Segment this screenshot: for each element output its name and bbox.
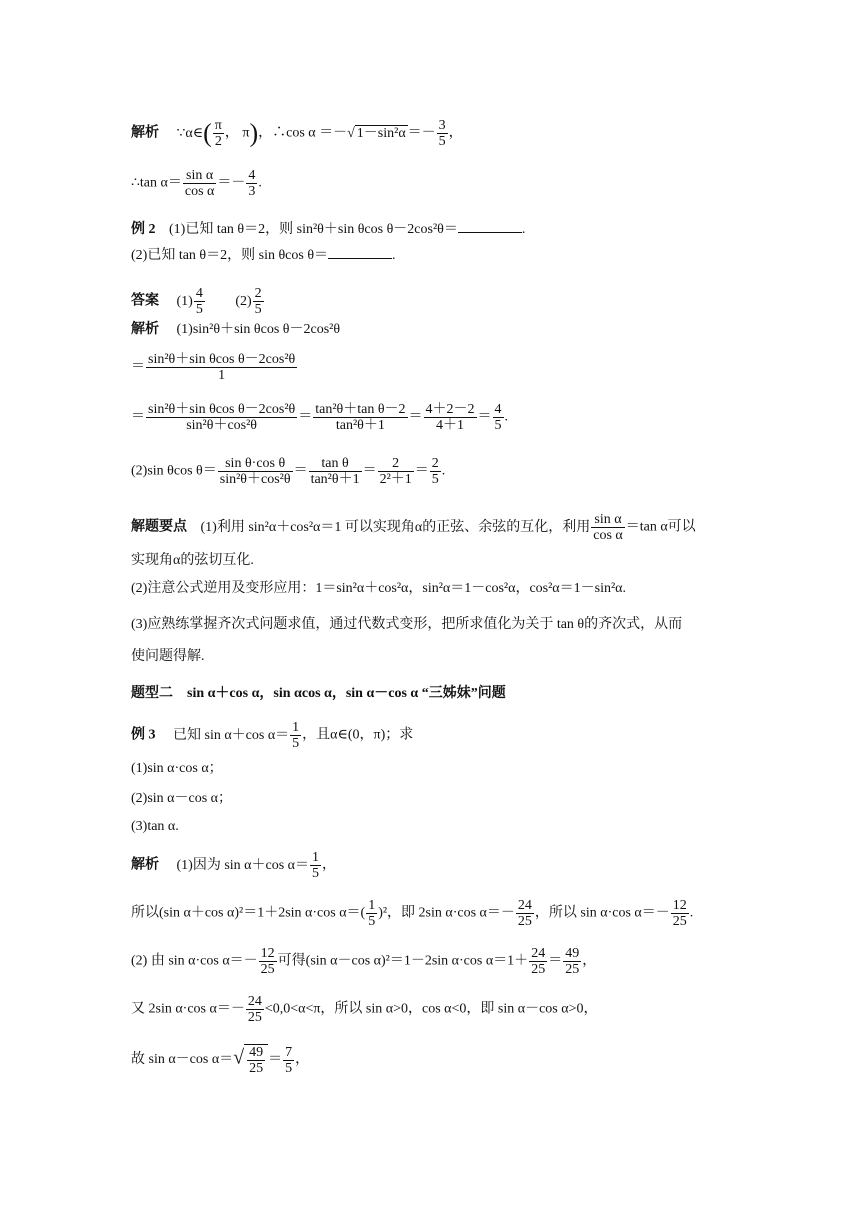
fraction: $\frac{2}{5}$	[431, 456, 439, 487]
example-2-question-1	[131, 220, 525, 239]
solution-line-2	[131, 168, 262, 199]
fraction: $\frac{\text{sin²θ＋sin θcos θ－2cos²θ}}{1}$	[148, 352, 296, 383]
fraction: $\frac{7}{5}$	[285, 1044, 293, 1076]
fraction: $\frac{2}{\text{2²＋1}}$	[379, 456, 412, 487]
body-text: ＝tan α可以	[625, 519, 696, 535]
sqrt-expression: √ $\frac{49}{25}$	[233, 1044, 268, 1076]
solution-2-line-4	[131, 456, 445, 487]
example-3-part-3: (3)tan α.	[131, 819, 179, 834]
punct: .	[521, 222, 526, 237]
math-text: 又 2sin α·cos α＝－	[131, 1001, 245, 1017]
math-text: ，所以 sin α·cos α＝－	[534, 905, 670, 921]
fraction: $\frac{12}{25}$	[260, 946, 275, 977]
question-text: (2)已知 tan θ＝2，则 sin θcos θ＝	[131, 248, 329, 263]
math-text: ＝	[548, 953, 563, 969]
fraction: $\frac{24}{25}$	[531, 946, 546, 977]
math-text: .	[258, 175, 262, 191]
math-text: ∵α∈	[176, 125, 204, 141]
solution-2-line-1	[131, 321, 340, 339]
fraction: $\frac{\text{tan²θ＋tan θ－2}}{\text{tan²θ＋1}}$	[315, 402, 406, 433]
body-text: (3)应熟练掌握齐次式问题求值，通过代数式变形，把所求值化为关于 tan θ的齐次式，从而	[131, 617, 683, 632]
math-text: ＝	[408, 409, 423, 425]
question-text: ，且α∈(0，π)；求	[302, 727, 414, 743]
answer-blank	[458, 220, 522, 233]
fraction: $\frac{1}{5}$	[292, 720, 300, 751]
key-points-line-5	[131, 648, 205, 666]
key-points-label: 解题要点	[131, 519, 187, 535]
bracket-open: (	[203, 118, 212, 148]
math-text: (1)sin²θ＋sin θcos θ－2cos²θ	[176, 322, 341, 337]
question-text: (1)已知 tan θ＝2，则 sin²θ＋sin θcos θ－2cos²θ＝	[169, 222, 458, 237]
body-text: 使问题得解.	[131, 649, 205, 664]
math-text: ，∴cos α ＝－	[258, 125, 348, 141]
solution-line-1	[131, 118, 463, 149]
math-text: ∴tan α＝	[131, 175, 182, 191]
punct: ，	[322, 857, 336, 873]
example-3-part-2: (2)sin α－cos α；	[131, 791, 232, 806]
math-text: (1)因为 sin α＋cos α＝	[176, 857, 309, 873]
punct: .	[392, 248, 396, 263]
sqrt-expression: √ 1－sin²α	[347, 126, 406, 141]
bracket-close: )	[249, 118, 259, 148]
fraction: $\frac{4}{5}$	[494, 402, 502, 433]
fraction: $\frac{1}{5}$	[368, 898, 376, 929]
punct: .	[441, 463, 446, 479]
key-points-line-1	[131, 512, 696, 543]
solution-2-line-2	[131, 352, 298, 383]
part-label: (1)	[176, 293, 193, 309]
fraction: $\frac{4}{3}$	[248, 168, 256, 199]
math-text: 可得(sin α－cos α)²＝1－2sin α·cos α＝1＋	[277, 953, 529, 969]
fraction: $\frac{24}{25}$	[247, 994, 262, 1025]
solution-label: 解析	[131, 322, 159, 337]
solution-3-line-4	[131, 994, 597, 1025]
solution-3-line-5	[131, 1044, 309, 1076]
fraction: $\frac{\text{tan θ}}{\text{tan²θ＋1}}$	[310, 456, 360, 487]
math-text: )²，即 2sin α·cos α＝－	[378, 905, 515, 921]
example-label: 例 2	[131, 222, 156, 237]
key-points-line-3	[131, 580, 626, 598]
answer-blank	[328, 246, 392, 259]
math-text: 故 sin α－cos α＝	[131, 1052, 234, 1068]
fraction: $\frac{2}{5}$	[254, 286, 262, 317]
punct: ，	[295, 1052, 310, 1068]
punct: ，	[582, 953, 597, 969]
section-heading: 题型二 sin α＋cos α，sin αcos α，sin α－cos α “三姊妹”问题	[131, 686, 506, 701]
example-3-line	[131, 720, 413, 751]
math-text: <0,0<α<π，所以 sin α>0，cos α<0，即 sin α－cos α>0，	[264, 1001, 598, 1017]
part-label: (2)	[235, 293, 252, 309]
math-text: ，	[448, 125, 463, 141]
math-text: ＝	[131, 359, 145, 375]
math-text: ＝－	[217, 175, 246, 191]
example-label: 例 3	[131, 727, 156, 743]
solution-2-line-3	[131, 402, 508, 433]
math-text: ＝	[298, 409, 313, 425]
key-points-line-2	[131, 552, 254, 570]
fraction: $\frac{12}{25}$	[672, 898, 687, 929]
answer-label: 答案	[131, 293, 159, 309]
solution-3-line-2	[131, 898, 693, 929]
fraction: $\frac{1}{5}$	[312, 850, 319, 881]
math-text: 所以(sin α＋cos α)²＝1＋2sin α·cos α＝(	[131, 905, 366, 921]
fraction: $\frac{\text{sin α}}{\text{cos α}}$	[184, 168, 215, 199]
math-text: (2) 由 sin α·cos α＝－	[131, 953, 258, 969]
math-text: (2)sin θcos θ＝	[131, 463, 217, 479]
answer-line	[131, 286, 265, 317]
math-text: ＝	[268, 1052, 283, 1068]
fraction: $\frac{\pi}{2}$	[214, 118, 222, 149]
punct: .	[504, 409, 509, 425]
question-text: 已知 sin α＋cos α＝	[173, 727, 290, 743]
math-text: ＝	[477, 409, 492, 425]
fraction: $\frac{24}{25}$	[517, 898, 532, 929]
fraction: $\frac{49}{25}$	[565, 946, 580, 977]
punct: .	[689, 905, 694, 921]
body-text: (1)利用 sin²α＋cos²α＝1 可以实现角α的正弦、余弦的互化，利用	[200, 519, 591, 535]
solution-label: 解析	[131, 857, 159, 873]
body-text: (2)注意公式逆用及变形应用：1＝sin²α＋cos²α，sin²α＝1－cos²α，cos²α＝1－sin²α.	[131, 581, 627, 596]
fraction: $\frac{\text{sin²θ＋sin θcos θ－2cos²θ}}{\text{sin²θ＋cos²θ}}$	[148, 402, 296, 433]
math-text: ＝	[414, 463, 429, 479]
fraction: $\frac{4+2-2}{4+1}$	[425, 402, 475, 433]
math-text: ＝	[293, 463, 308, 479]
math-text: ＝	[362, 463, 377, 479]
fraction: $\frac{4}{5}$	[195, 286, 203, 317]
solution-3-line-1	[131, 850, 336, 881]
solution-label: 解析	[131, 125, 159, 141]
example-2-question-2	[131, 246, 396, 265]
body-text: 实现角α的弦切互化.	[131, 553, 254, 568]
key-points-line-4	[131, 616, 682, 634]
math-text: ＝	[131, 409, 145, 425]
math-text: ， π	[224, 125, 250, 141]
fraction: $\frac{\text{sin θ·cos θ}}{\text{sin²θ＋cos²θ}}$	[219, 456, 291, 487]
fraction: $\frac{3}{5}$	[438, 118, 446, 149]
math-text: ＝－	[407, 125, 436, 141]
fraction: $\frac{\text{sin α}}{\text{cos α}}$	[593, 512, 623, 543]
solution-3-line-3	[131, 946, 596, 977]
example-3-part-1: (1)sin α·cos α；	[131, 761, 223, 776]
